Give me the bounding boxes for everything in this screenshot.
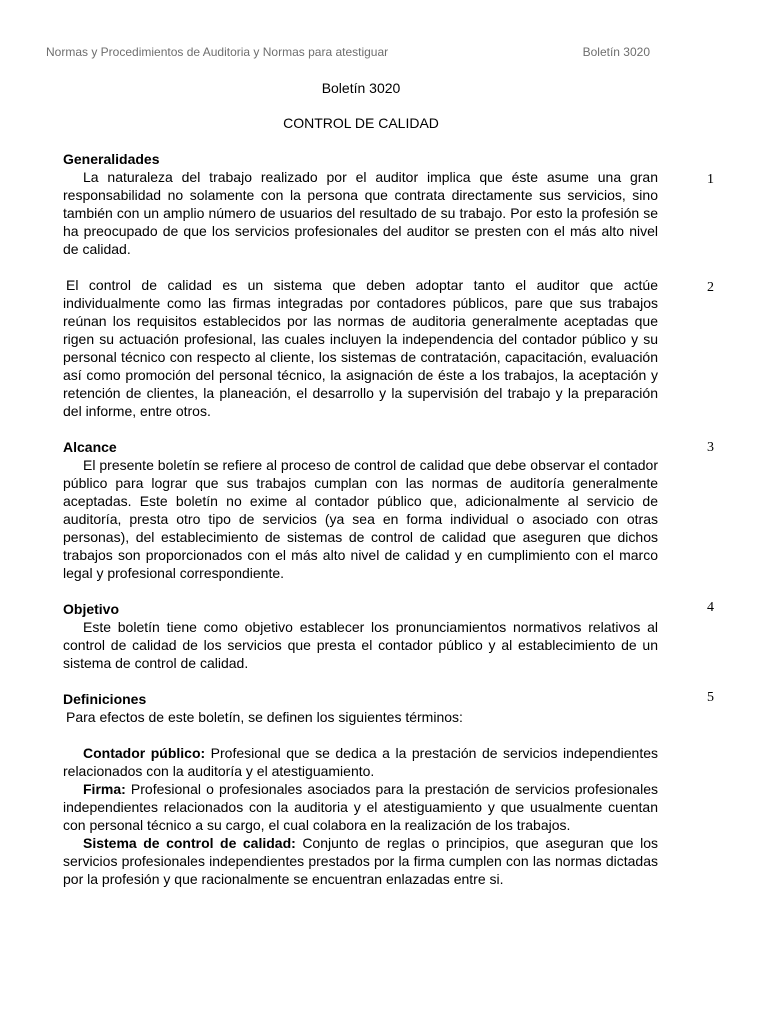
running-header [46, 45, 650, 59]
paragraph-number-2: 2 [707, 280, 714, 295]
document-body [63, 150, 658, 888]
term-definition: Conjunto de reglas o principios, que aseguran que los servicios profesionales independientes prestados por la firma cumplen con las normas dictadas por la profesión y que racionalmente se encuentran enlazadas entre si. [63, 835, 659, 887]
paragraph-1: La naturaleza del trabajo realizado por el auditor implica que éste asume una gran responsabilidad no solamente con la persona que contrata directamente sus servicios, sino también con un amplio número de usuarios del resultado de su trabajo. Por esto la profesión se ha preocupado de que los servicios profesionales del auditor se presten con el más alto nivel de calidad. [63, 169, 658, 257]
header-left-text: Normas y Procedimientos de Auditoria y Normas para atestiguar [46, 45, 389, 59]
heading-definiciones: Definiciones [63, 691, 147, 707]
header-right-text: Boletín 3020 [582, 45, 650, 59]
paragraph-4: Este boletín tiene como objetivo establecer los pronunciamientos normativos relativos al control de calidad de los servicios que presta el contador público y al establecimiento de un sistema de control de calidad. [63, 619, 658, 671]
document-subtitle: CONTROL DE CALIDAD [283, 115, 439, 131]
document-title: Boletín 3020 [321, 80, 401, 96]
term-definition: Profesional que se dedica a la prestación de servicios independientes relacionados con la auditoría y el atestiguamiento. [63, 745, 658, 779]
paragraph-number-5: 5 [707, 690, 714, 705]
paragraph-5-intro: Para efectos de este boletín, se definen los siguientes términos: [66, 709, 463, 725]
paragraph-3: El presente boletín se refiere al proceso de control de calidad que debe observar el contador público para lograr que sus trabajos cumplan con las normas de auditoría generalmente aceptadas. Este boletín no exime al contador público que, adicionalmente al servicio de auditoría, presta otro tipo de servicios (ya sea en forma individual o asociado con otras personas), del establecimiento de sistemas de control de calidad que aseguren que dichos trabajos son proporcionados con el más alto nivel de calidad y en cumplimiento con el marco legal y profesional correspondiente. [63, 457, 658, 581]
paragraph-number-4: 4 [707, 600, 714, 615]
definition-contador-publico [63, 744, 658, 780]
paragraph-number-3: 3 [707, 440, 714, 455]
term-label: Firma: [83, 781, 126, 797]
term-label: Contador público: [83, 745, 206, 761]
definition-firma [63, 780, 658, 834]
paragraph-number-1: 1 [707, 172, 714, 187]
term-label: Sistema de control de calidad: [83, 835, 296, 851]
term-definition: Profesional o profesionales asociados para la prestación de servicios profesionales independientes relacionados con la auditoria y el atestiguamiento y que usualmente cuentan con personal técnico a su cargo, el cual colabora en la realización de los trabajos. [63, 781, 658, 833]
heading-generalidades: Generalidades [63, 151, 160, 167]
heading-alcance: Alcance [63, 439, 117, 455]
heading-objetivo: Objetivo [63, 601, 120, 617]
definition-sistema-control-calidad [63, 834, 658, 888]
paragraph-2: El control de calidad es un sistema que deben adoptar tanto el auditor que actúe individualmente como las firmas integradas por contadores públicos, pare que sus trabajos reúnan los requisitos establecidos por las normas de auditoria generalmente aceptadas que rigen su actuación profesional, las cuales incluyen la independencia del contador público y su personal técnico con respecto al cliente, los sistemas de contratación, capacitación, evaluación así como promoción del personal técnico, la asignación de éste a los trabajos, la aceptación y retención de clientes, la planeación, el desarrollo y la supervisión del trabajo y la preparación del informe, entre otros. [63, 277, 658, 419]
